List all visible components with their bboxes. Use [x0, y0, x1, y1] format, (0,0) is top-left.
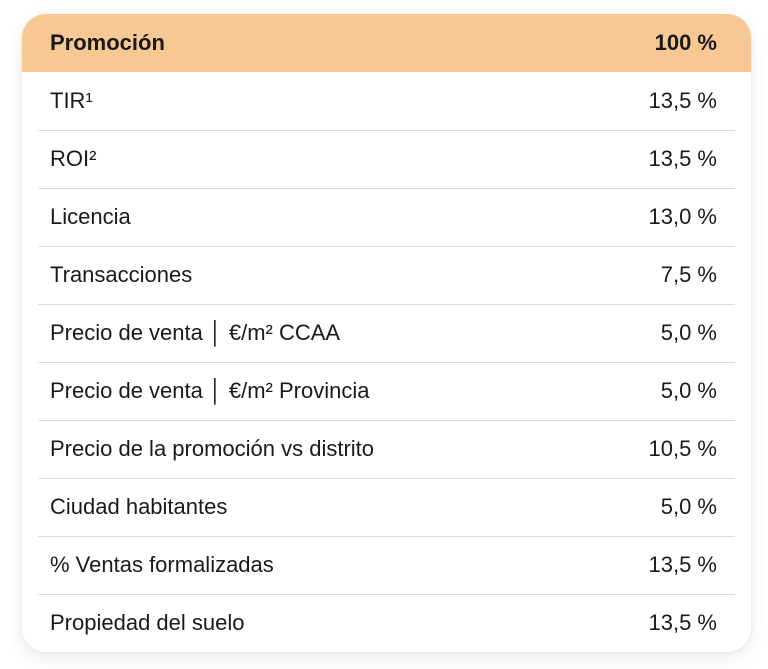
table-row [22, 246, 751, 304]
row-value: 13,5 % [648, 552, 717, 577]
row-value: 5,0 % [660, 494, 717, 519]
row-label: Ciudad habitantes [50, 494, 228, 519]
table-row [22, 362, 751, 420]
row-value: 13,5 % [648, 610, 717, 635]
row-label: Propiedad del suelo [50, 610, 245, 635]
table-row [22, 420, 751, 478]
row-value: 5,0 % [660, 378, 717, 403]
table-row [22, 304, 751, 362]
table-row [22, 188, 751, 246]
row-value: 10,5 % [648, 436, 717, 461]
row-label: % Ventas formalizadas [50, 552, 274, 577]
row-value: 7,5 % [660, 262, 717, 287]
table-row [22, 536, 751, 594]
row-label: Precio de venta │ €/m² CCAA [50, 320, 341, 345]
row-label: ROI² [50, 146, 97, 171]
table-row [22, 130, 751, 188]
table-header-title: Promoción [50, 30, 165, 55]
table-header-total: 100 % [654, 30, 717, 55]
weights-table-card [22, 14, 751, 652]
row-label: TIR¹ [50, 88, 93, 113]
row-value: 13,5 % [648, 88, 717, 113]
table-header [22, 14, 751, 72]
table-row [22, 594, 751, 652]
table-row [22, 72, 751, 130]
row-label: Precio de la promoción vs distrito [50, 436, 375, 461]
row-label: Transacciones [50, 262, 193, 287]
row-value: 13,0 % [648, 204, 717, 229]
table-row [22, 478, 751, 536]
row-label: Licencia [50, 204, 131, 229]
row-value: 13,5 % [648, 146, 717, 171]
row-label: Precio de venta │ €/m² Provincia [50, 378, 370, 403]
row-value: 5,0 % [660, 320, 717, 345]
